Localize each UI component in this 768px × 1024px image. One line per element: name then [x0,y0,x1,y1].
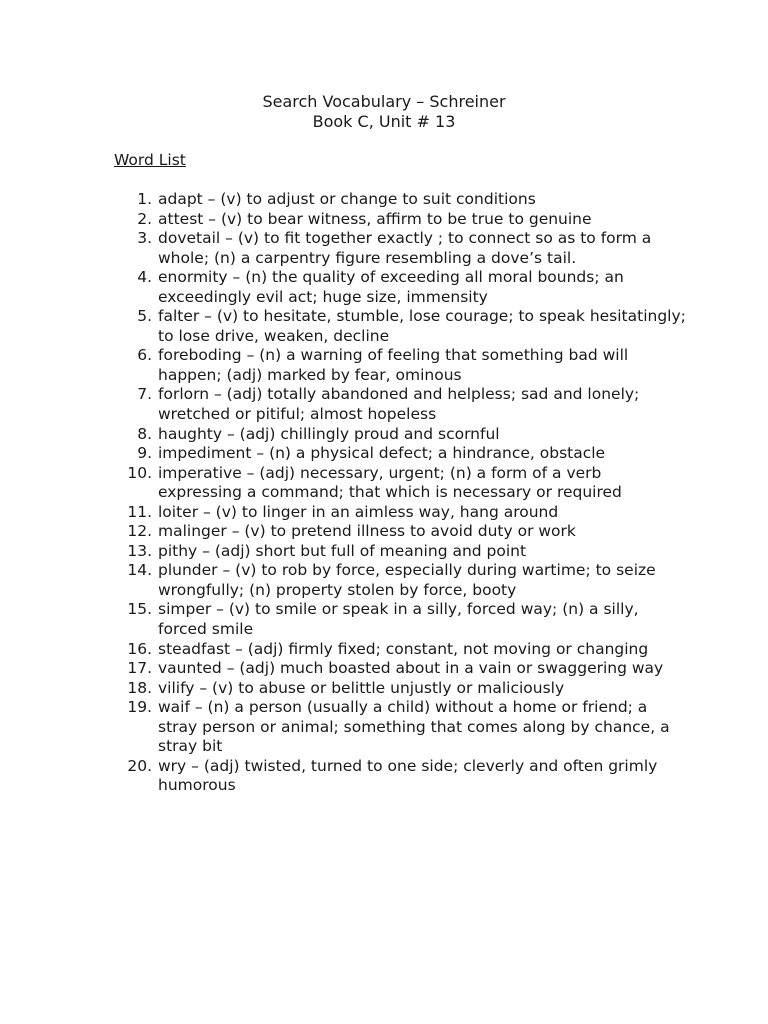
item-number: 15. [127,600,152,619]
item-number: 6. [137,346,152,365]
list-item [0,679,768,699]
item-number: 9. [137,444,152,463]
item-number: 4. [137,268,152,287]
list-item [0,659,768,679]
item-number: 17. [127,659,152,678]
title-block [0,92,768,132]
item-number: 12. [127,522,152,541]
item-text: plunder – (v) to rob by force, especially during wartime; to seize wrongfully; (n) property stolen by force, booty [158,561,656,599]
item-number: 8. [137,424,152,443]
item-number: 14. [127,561,152,580]
item-text: waif – (n) a person (usually a child) without a home or friend; a stray person or animal; something that comes along by chance, a stray bit [158,698,670,756]
item-number: 11. [127,502,152,521]
item-text: impediment – (n) a physical defect; a hindrance, obstacle [158,444,606,463]
item-text: imperative – (adj) necessary, urgent; (n) a form of a verb expressing a command; that which is necessary or required [158,463,622,502]
item-text: vilify – (v) to abuse or belittle unjustly or maliciously [158,678,565,697]
word-list [0,190,768,796]
list-item [0,346,768,385]
list-item [0,503,768,523]
list-item [0,210,768,230]
list-item [0,640,768,660]
item-number: 1. [137,190,152,208]
item-text: adapt – (v) to adjust or change to suit conditions [158,190,536,208]
item-text: pithy – (adj) short but full of meaning and point [158,541,527,560]
list-item [0,268,768,307]
list-item [0,561,768,600]
item-number: 20. [127,756,152,775]
item-text: dovetail – (v) to fit together exactly ; to connect so as to form a whole; (n) a carpentry figure resembling a dove’s tail. [158,229,652,267]
item-text: falter – (v) to hesitate, stumble, lose courage; to speak hesitatingly; to lose drive, weaken, decline [158,307,686,345]
list-item [0,757,768,796]
list-item [0,425,768,445]
list-item [0,464,768,503]
list-item [0,522,768,542]
item-number: 19. [127,698,152,717]
list-item [0,444,768,464]
item-text: vaunted – (adj) much boasted about in a vain or swaggering way [158,659,664,678]
item-text: forlorn – (adj) totally abandoned and helpless; sad and lonely; wretched or pitiful; almost hopeless [158,385,640,424]
list-item [0,307,768,346]
item-text: haughty – (adj) chillingly proud and scornful [158,424,500,443]
item-number: 2. [137,209,152,228]
item-number: 10. [127,463,152,482]
document-subtitle: Book C, Unit # 13 [312,112,456,131]
list-item [0,600,768,639]
item-number: 16. [127,639,152,658]
item-number: 13. [127,541,152,560]
list-item [0,385,768,424]
list-item [0,190,768,210]
item-number: 3. [137,229,152,248]
item-text: simper – (v) to smile or speak in a silly, forced way; (n) a silly, forced smile [158,600,639,639]
item-number: 5. [137,307,152,326]
item-text: malinger – (v) to pretend illness to avoid duty or work [158,522,576,541]
list-item [0,229,768,268]
document-title: Search Vocabulary – Schreiner [262,92,506,111]
item-number: 18. [127,678,152,697]
item-number: 7. [137,385,152,404]
item-text: wry – (adj) twisted, turned to one side; cleverly and often grimly humorous [158,756,658,795]
list-item [0,698,768,757]
word-list-heading: Word List [114,151,186,169]
item-text: loiter – (v) to linger in an aimless way, hang around [158,502,559,521]
item-text: steadfast – (adj) firmly fixed; constant, not moving or changing [158,639,649,658]
item-text: foreboding – (n) a warning of feeling that something bad will happen; (adj) marked by fear, ominous [158,346,629,384]
item-text: enormity – (n) the quality of exceeding all moral bounds; an exceedingly evil act; huge size, immensity [158,268,624,306]
list-item [0,542,768,562]
item-text: attest – (v) to bear witness, affirm to be true to genuine [158,209,592,228]
